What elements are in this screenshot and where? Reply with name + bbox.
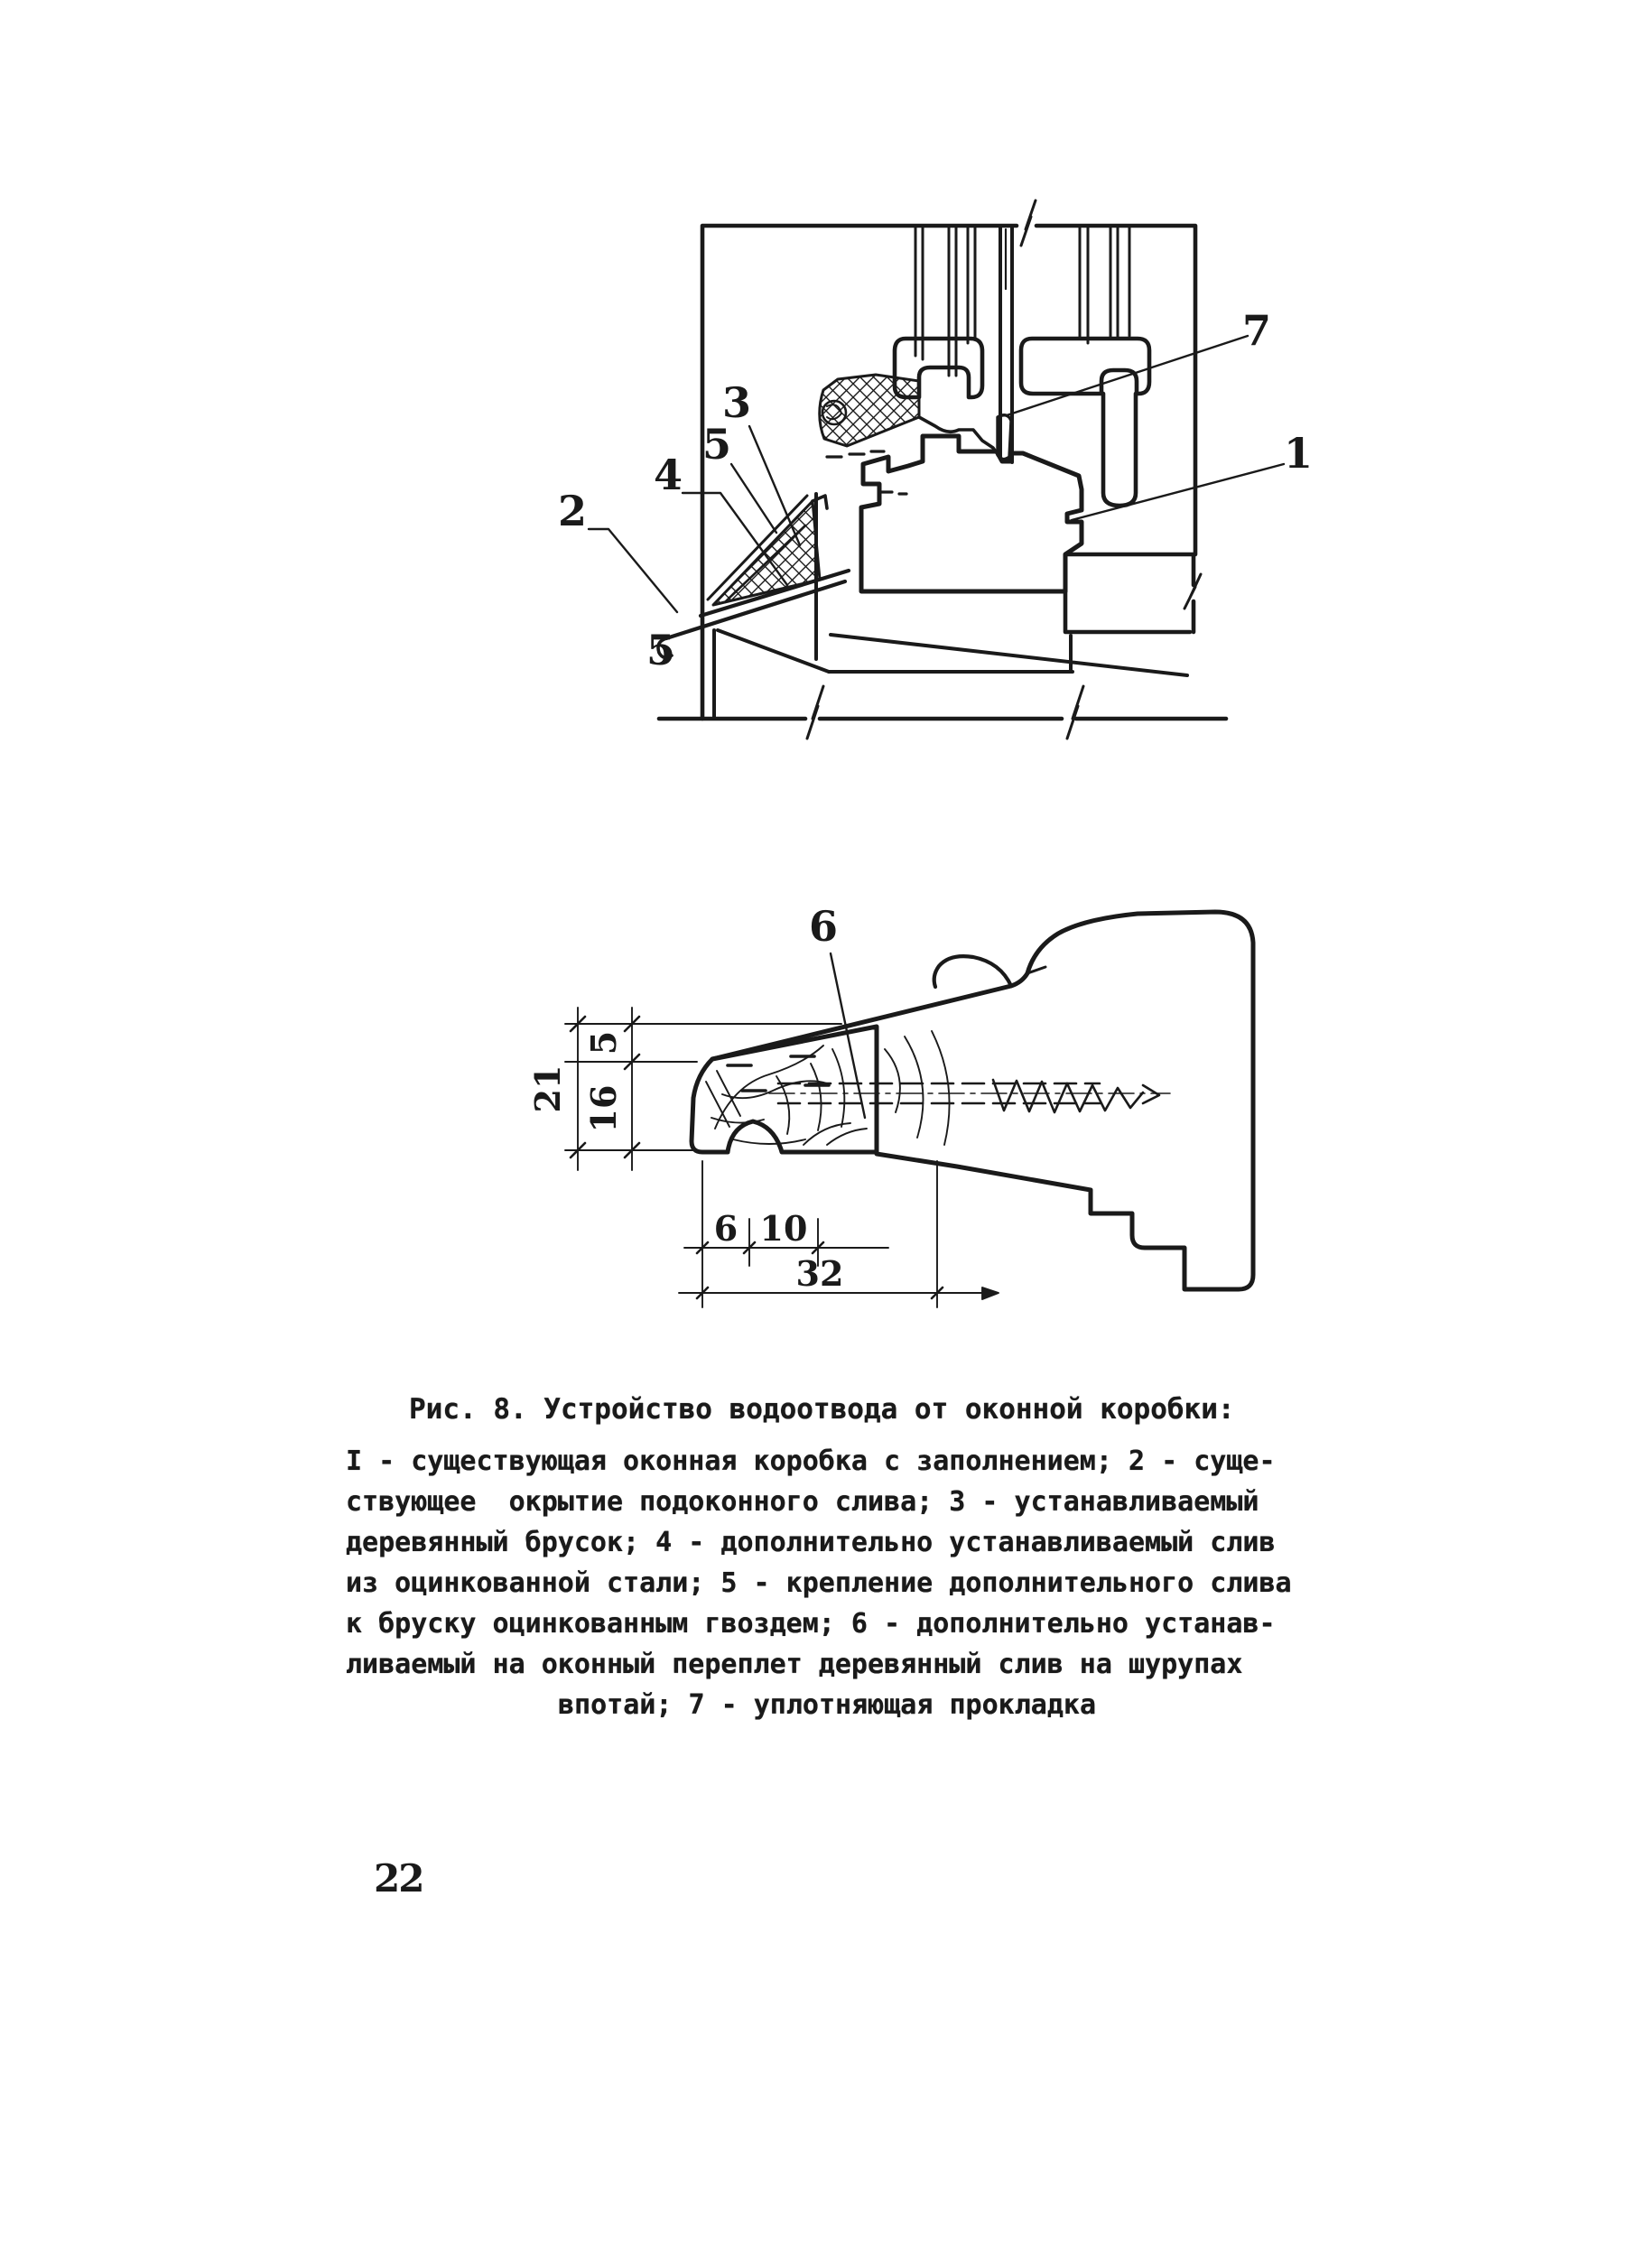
drip-channel — [1103, 394, 1136, 506]
leader-2 — [589, 529, 677, 612]
drip-strip-detail-drawing — [506, 858, 1318, 1372]
glazing-lines — [915, 226, 975, 376]
figure-legend-line: впотай; 7 - уплотняющая прокладка — [557, 1689, 1097, 1721]
right-sash — [1021, 226, 1149, 506]
dim-6: 6 — [713, 1208, 739, 1249]
glazing-lip — [934, 956, 1011, 987]
figure-legend-line: из оцинкованной стали; 5 - крепление дополнительного слива — [346, 1567, 1292, 1599]
break-mark-ground-right — [1067, 686, 1083, 739]
mullion — [998, 226, 1012, 462]
left-sash — [895, 226, 982, 397]
wood-drip-strip — [692, 1027, 950, 1152]
dim-5: 5 — [583, 1030, 624, 1055]
dim-32: 32 — [795, 1253, 844, 1294]
dim-10: 10 — [759, 1208, 808, 1249]
figure-legend-line: ствующее окрытие подоконного слива; 3 - устанавливаемый — [346, 1486, 1259, 1518]
callout-5-lower: 5 — [646, 626, 676, 674]
break-mark-top — [1021, 200, 1036, 246]
callout-7: 7 — [1241, 306, 1272, 355]
leader-7 — [1007, 336, 1248, 415]
sash-bottom-rail — [1021, 339, 1149, 394]
callout-6: 6 — [808, 902, 839, 951]
callout-4: 4 — [653, 451, 683, 499]
dashed-lines — [827, 451, 906, 494]
window-box-profile — [827, 436, 1082, 591]
callout-1: 1 — [1283, 429, 1314, 478]
dim-16: 16 — [583, 1084, 624, 1133]
break-mark-ground-left — [807, 686, 823, 739]
window-drainage-section-drawing — [515, 153, 1345, 795]
page-number: 22 — [374, 1856, 423, 1901]
callout-2: 2 — [557, 487, 588, 535]
leader-3 — [749, 426, 800, 545]
figure-legend-line: ливаемый на оконный переплет деревянный слив на шурупах — [346, 1649, 1243, 1680]
figure-caption — [346, 1389, 1308, 1725]
glazing-lines — [1080, 226, 1129, 343]
figure-legend-line: I - существующая оконная коробка с заполнением; 2 - суще- — [346, 1445, 1276, 1477]
figure-title: Рис. 8. Устройство водоотвода от оконной коробки: — [409, 1393, 1235, 1426]
figure-legend-line: деревянный брусок; 4 - дополнительно устанавливаемый слив — [346, 1527, 1276, 1558]
wall-outline — [659, 200, 1226, 739]
dim-21: 21 — [527, 1064, 568, 1113]
leader-lines — [589, 336, 1284, 612]
upper-caulking-hatch — [820, 375, 999, 457]
callout-5-upper: 5 — [701, 420, 732, 469]
figure-legend-line: к бруску оцинкованным гвоздем; 6 - дополнительно устанав- — [346, 1608, 1276, 1640]
callout-3: 3 — [721, 378, 752, 427]
wood-block-hatch — [708, 496, 827, 605]
